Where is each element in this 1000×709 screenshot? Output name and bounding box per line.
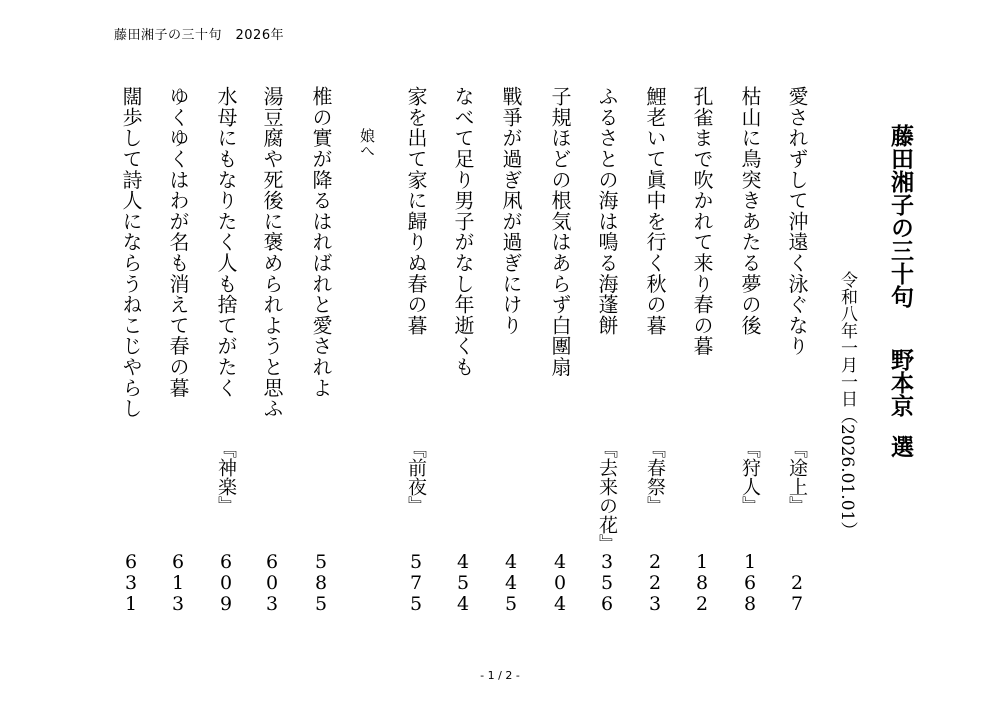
haiku-text: ふるさとの海は鳴る海蓬餅 [595, 86, 619, 336]
poem-number: 2 2 3 [648, 551, 662, 615]
collection-source: 『去来の花』 [596, 439, 618, 553]
selector-name: 野本京 [887, 348, 914, 417]
dedication: 娘へ [358, 128, 376, 158]
haiku-text: 鯉老いて眞中を行く秋の暮 [643, 86, 667, 336]
poem-number: 4 5 4 [456, 551, 470, 615]
page-number: - 1 / 2 - [480, 669, 520, 682]
poem-number: 5 8 5 [314, 551, 328, 615]
haiku-text: 子規ほどの根気はあらず白團扇 [548, 86, 572, 378]
poem-number: 1 8 2 [695, 551, 709, 615]
haiku-text: 椎の實が降るはればれと愛されよ [309, 86, 333, 398]
collection-source: 『神楽』 [215, 439, 237, 515]
collection-source: 『狩人』 [739, 439, 761, 515]
poem-number: 6 1 3 [171, 551, 185, 615]
poem-number: 4 4 5 [504, 551, 518, 615]
poem-number: 2 7 [790, 572, 804, 615]
haiku-text: 孔雀まで吹かれて来り春の暮 [690, 86, 714, 357]
haiku-text: 戰爭が過ぎ凩が過ぎにけり [499, 86, 523, 336]
date-line: 令和八年一月一日（2026.01.01） [837, 271, 857, 539]
haiku-text: 枯山に鳥突きあたる夢の後 [738, 86, 762, 336]
collection-source: 『途上』 [786, 439, 808, 515]
poem-number: 3 5 6 [600, 551, 614, 615]
haiku-text: なべて足り男子がなし年逝くも [451, 86, 475, 378]
page-title [885, 124, 915, 458]
haiku-text: 家を出て家に歸りぬ春の暮 [404, 86, 428, 336]
poem-number: 6 3 1 [124, 551, 138, 615]
poem-number: 4 0 4 [553, 551, 567, 615]
collection-source: 『前夜』 [405, 439, 427, 515]
running-header: 藤田湘子の三十句 2026年 [114, 28, 285, 43]
poem-number: 5 7 5 [409, 551, 423, 615]
collection-source: 『春祭』 [644, 439, 666, 515]
poem-number: 6 0 3 [265, 551, 279, 615]
selector-suffix: 選 [887, 435, 914, 458]
haiku-text: 湯豆腐や死後に褒められようと思ふ [260, 86, 284, 419]
poem-number: 1 6 8 [743, 551, 757, 615]
haiku-text: 闊歩して詩人にならうねこじやらし [119, 86, 143, 419]
poem-number: 6 0 9 [219, 551, 233, 615]
haiku-text: ゆくゆくはわが名も消えて春の暮 [166, 86, 190, 398]
haiku-text: 愛されずして沖遠く泳ぐなり [785, 86, 809, 357]
anthology-title: 藤田湘子の三十句 [887, 124, 914, 308]
haiku-text: 水母にもなりたく人も捨てがたく [214, 86, 238, 398]
